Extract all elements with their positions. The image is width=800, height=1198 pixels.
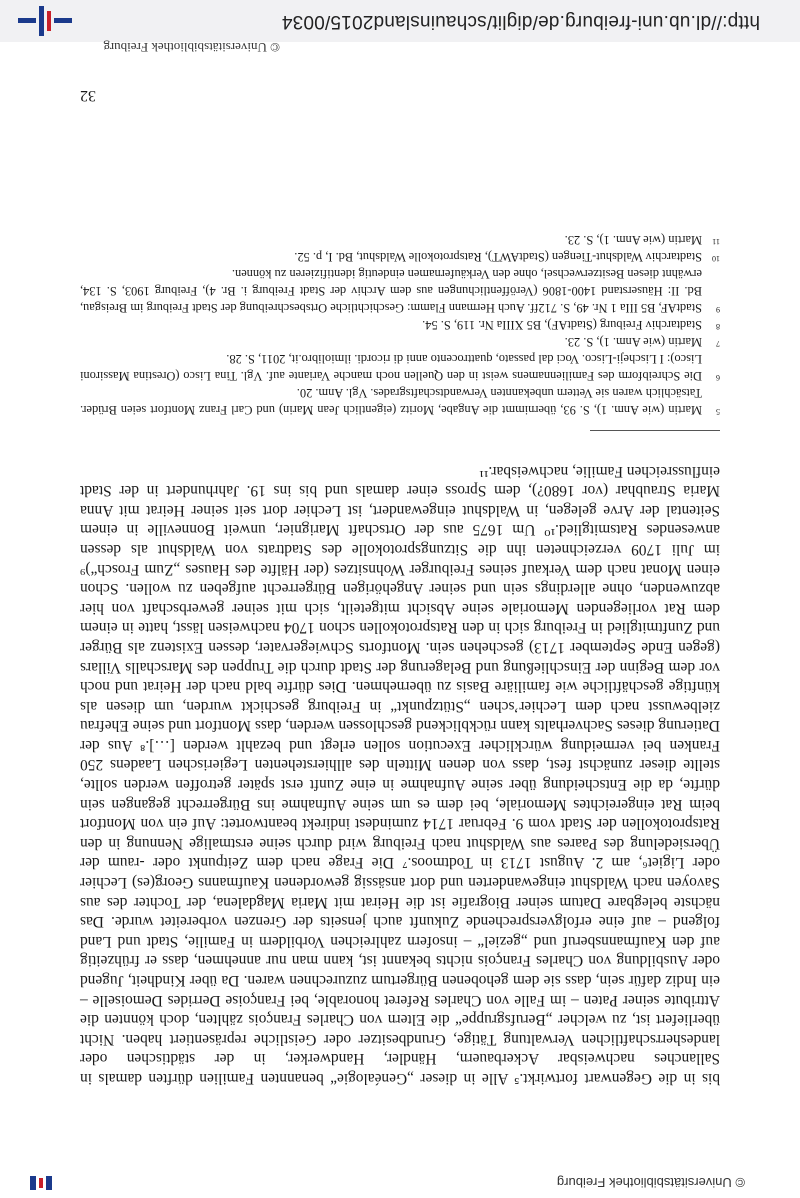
- footnote-text: Martin (wie Anm. 1), S. 23.: [564, 233, 702, 247]
- header-band: [0, 1168, 800, 1198]
- footnote-number: 8: [716, 322, 720, 331]
- footer-band: [0, 0, 800, 42]
- footnote-number: 6: [716, 373, 720, 382]
- footnote-item: [80, 384, 720, 418]
- footnote-number: 7: [716, 339, 720, 348]
- library-credit-bottom: © Universitätsbibliothek Freiburg: [103, 40, 280, 55]
- footnote-divider: [590, 430, 720, 431]
- footnote-item: [80, 350, 720, 384]
- page-number: 32: [80, 87, 96, 104]
- footnote-item: [80, 333, 720, 350]
- footnote-text: Die Schreibform des Familiennamens weist in den Quellen noch manche Variante auf. Vgl. Tina Lisco (Orestina Massironi Lisco): I Lischeji-Lisco. Voci dal passato, quattrocento anni di ricordi. ilmiolibro.it, 2011, S. 28.: [80, 352, 702, 383]
- footnote-text: Martin (wie Anm. 1), S. 93, übernimmt die Angabe, Moritz (eigentlich Jean Marin) und Carl Franz Montfort seien Brüder. Tatsächlich waren sie Vettern unbekannten Verwandtschaftsgrades. Vgl. Anm. 20.: [80, 386, 702, 417]
- footnote-text: Stadtarchiv Waldshut-Tiengen (StadtAWT), Ratsprotokolle Waldshut, Bd. I, p. 52.: [294, 250, 702, 264]
- footnote-text: Stadtarchiv Freiburg (StadtAF), B5 XIIIa Nr. 119, S. 54.: [422, 318, 702, 332]
- footnote-item: [80, 231, 720, 248]
- source-url-link[interactable]: http://dl.ub.uni-freiburg.de/diglit/schauinsland2015/0034: [281, 11, 760, 32]
- footnote-item: [80, 265, 720, 316]
- footnote-text: StadtAF, B5 IIIa 1 Nr. 49, S. 712ff. Auch Hermann Flamm: Geschichtliche Ortsbeschreibung der Stadt Freiburg im Breisgau, Bd. II: Häuserstand 1400-1806 (Veröffentlichungen aus dem Archiv der Stadt Freiburg i. Br. 4), Freiburg 1903, S. 134, erwähnt diesen Besitzerwechsel, ohne den Verkäufernamen eindeutig identifizieren zu können.: [80, 267, 702, 315]
- footnote-number: 11: [712, 237, 720, 246]
- footnote-text: Martin (wie Anm. 1), S. 23.: [564, 335, 702, 349]
- footnote-item: [80, 248, 720, 265]
- body-paragraph-block: [80, 461, 720, 1088]
- library-logo-icon: [30, 1176, 52, 1190]
- footnote-item: [80, 316, 720, 333]
- library-credit-top: © Universitätsbibliothek Freiburg: [556, 1175, 745, 1191]
- library-logo-icon: [18, 6, 72, 36]
- footnote-number: 5: [716, 407, 720, 416]
- footnotes-block: [80, 231, 720, 418]
- body-paragraph: bis in die Gegenwart fortwirkt.⁵ Alle in dieser „Genéalogie“ benannten Familien dürften damals in Sallanches nachweisbar Ackerbauern, Händler, Handwerker, in der städtischen oder landesherrschaftlichen Verwaltung Tätige, Grundbesitzer oder Geistliche repräsentiert haben. Nicht überliefert ist, zu welcher „Berufsgruppe“ die Eltern von Charles François zählten, doch könnten die Attribute seiner Paten – im Falle von Charles Referet honorable, bei Françoise Derrides Demoiselle – ein Indiz dafür sein, dass sie dem gehobenen Bürgertum zuzurechnen waren. Da über Kindheit, Jugend oder Ausbildung von Charles François nichts bekannt ist, kann man nur annehmen, dass er frühzeitig auf den Kaufmannsberuf und „geziel“ – insofern zahlreichen Vorbildern in Familie, Stadt und Land folgend – auf eine erfolgversprechende Zukunft auch jenseits der Grenzen vorbereitet wurde. Das nächste belegbare Datum seiner Biografie ist die Heirat mit Maria Magdalena, der Tochter des aus Savoyen nach Waldshut eingewanderten und dort ansässig gewordenen Kaufmanns Georg(es) Lechier oder Ligiet⁶, am 2. August 1713 in Todtmoos.⁷ Die Frage nach dem Zeitpunkt oder -raum der Übersiedelung des Paares aus Waldshut nach Freiburg wird durch seine erstmalige Nennung in den Ratsprotokollen der Stadt vom 9. Februar 1714 zumindest indirekt beantwortet: Auf ein von Montfort beim Rat eingereichtes Memoriale, bei dem es um seine Aufnahme ins Bürgerrecht gegangen sein dürfte, da die Entscheidung über seine Aufnahme in eine Zunft erst später getroffen werden sollte, stellte dieser zunächst fest, dass von denen Mitteln des allhierstehenten Legierischen Laadens 250 Franken bei vermeidung würcklicher Execution sollen erlegt und bezahlt werden […].⁸ Aus der Datierung dieses Sachverhalts kann rückblickend geschlossen werden, dass Montfort und seine Ehefrau zielbewusst nach dem Lechier’schen „Stützpunkt“ in Freiburg geschickt wurden, um diesen als künftige geschäftliche wie familiäre Basis zu übernehmen. Dies dürfte bald nach der Heirat und noch vor dem Beginn der Einschließung und Belagerung der Stadt durch die Truppen des Marschalls Villars (gegen Ende September 1713) geschehen sein. Montforts Schwiegervater, dessen Existenz als Bürger und Zunftmitglied in Freiburg sich in den Ratsprotokollen schon 1704 nachweisen lässt, hatte in einem dem Rat vorliegenden Memoriale seine Absicht mitgeteilt, sich mit seiner gewerbschaft von hier abzuwenden, ohne allerdings sein und seiner Angehörigen Bürgerrecht aufgeben zu wollen. Schon einen Monat nach dem Verkauf seines Freiburger Wohnsitzes (der Hälfte des Hauses „Zum Frosch“)⁹ im Juli 1709 verzeichneten ihn die Sitzungsprotokolle des Stadtrats von Waldshut als dessen anwesendes Ratsmitglied.¹⁰ Um 1675 aus der Ortschaft Marignier, unweit Bonneville in einem Seitental der Arve gelegen, in Waldshut eingewandert, ist Lechier dort seit seiner Heirat mit Anna Maria Straubhar (vor 1680?), dem Spross einer damals und bis ins 19. Jahrhundert in der Stadt einflussreichen Familie, nachweisbar.¹¹: [80, 462, 720, 1087]
- footnote-number: 10: [712, 254, 720, 263]
- footnote-number: 9: [716, 305, 720, 314]
